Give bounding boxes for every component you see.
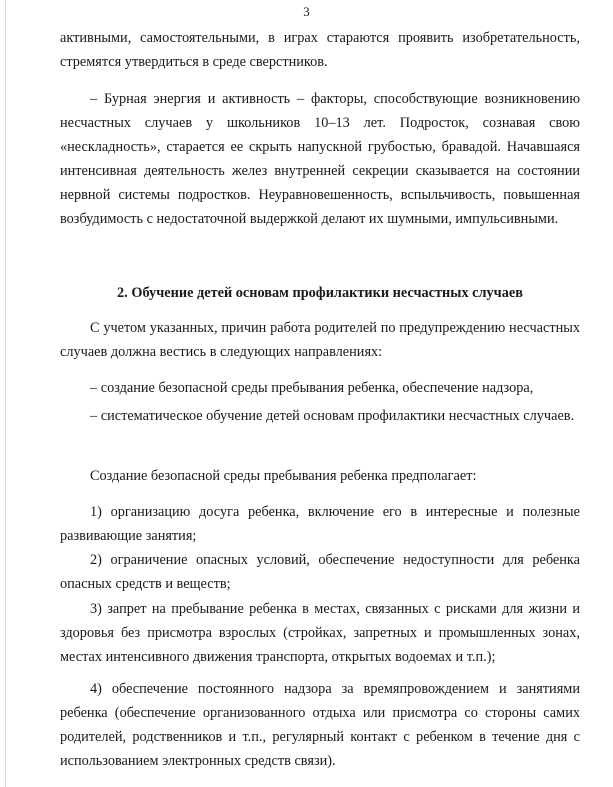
paragraph-parent-work-directions: С учетом указанных, причин работа родителей по предупреждению несчастных случаев должна вестись в следующих направлениях: xyxy=(60,320,580,360)
page-number: 3 xyxy=(303,4,310,19)
numbered-item-1: 1) организацию досуга ребенка, включение его в интересные и полезные развивающие занятия; xyxy=(60,504,580,544)
numbered-item-3: 3) запрет на пребывание ребенка в местах, связанных с рисками для жизни и здоровья без присмотра взрослых (стройках, запретных и промышленных зонах, местах интенсивного движения транспорта, открытых водоемах и т.п.); xyxy=(60,601,580,665)
paragraph-continuation: активными, самостоятельными, в играх стараются проявить изобретательность, стремятся утвердиться в среде сверстников. xyxy=(60,30,580,70)
numbered-item-4: 4) обеспечение постоянного надзора за времяпровождением и занятиями ребенка (обеспечение организованного отдыха или присмотра со стороны самих родителей, родственников и т.п., регулярный контакт с ребенком в течение дня с использованием электронных средств связи). xyxy=(60,681,580,769)
paragraph-teen-risk-factors: – Бурная энергия и активность – факторы, способствующие возникновению несчастных случаев у школьников 10–13 лет. Подросток, сознавая свою «нескладность», старается ее скрыть напускной грубостью, бравадой. Начавшаяся интенсивная деятельность желез внутренней секреции сказывается на состоянии нервной системы подростков. Неуравновешенность, вспыльчивость, повышенная возбудимость с недостаточной выдержкой делают их шумными, импульсивными. xyxy=(60,91,580,227)
list-item-safe-environment: – создание безопасной среды пребывания ребенка, обеспечение надзора, xyxy=(90,380,534,396)
scan-edge-line xyxy=(5,0,6,787)
numbered-item-2: 2) ограничение опасных условий, обеспечение недоступности для ребенка опасных средств и веществ; xyxy=(60,552,580,592)
list-item-systematic-training: – систематическое обучение детей основам профилактики несчастных случаев. xyxy=(90,408,575,424)
paragraph-safe-environment-intro: Создание безопасной среды пребывания ребенка предполагает: xyxy=(90,468,477,484)
section-heading: 2. Обучение детей основам профилактики несчастных случаев xyxy=(117,285,523,301)
